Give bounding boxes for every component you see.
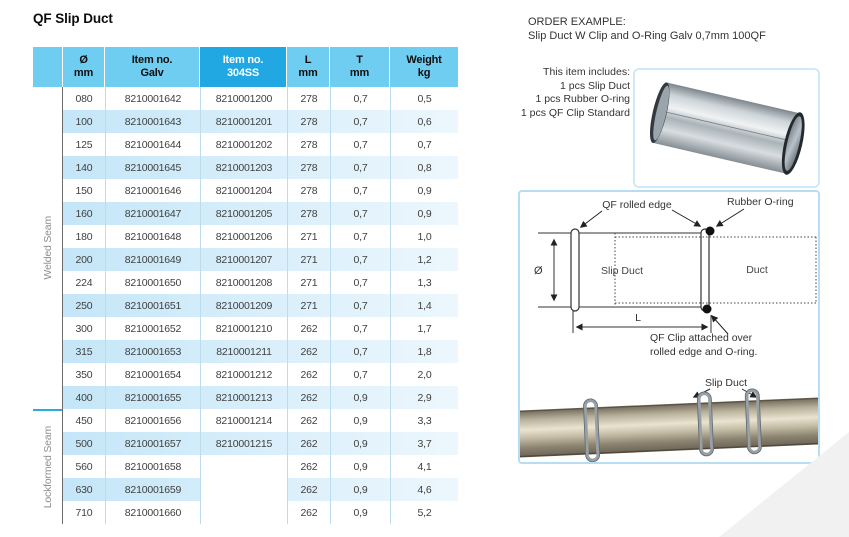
table-cell: 224	[75, 276, 93, 289]
diameter-label: Ø	[534, 265, 543, 277]
table-cell: 278	[287, 156, 330, 179]
table-cell: 271	[287, 294, 330, 317]
table-cell: 350	[75, 368, 93, 381]
table-cell: 271	[287, 271, 330, 294]
table-cell: 0,9	[390, 202, 458, 225]
duct-outline	[615, 237, 816, 303]
table-cell: 0,7	[330, 156, 390, 179]
table-cell: 710	[75, 506, 93, 519]
table-cell: 0,7	[330, 317, 390, 340]
table-cell: 8210001208	[200, 271, 287, 294]
seam-section-label: Welded Seam	[41, 216, 54, 280]
table-cell: 0,7	[330, 87, 390, 110]
table-cell: 262	[287, 409, 330, 432]
table-cell: 8210001203	[200, 156, 287, 179]
table-cell: 8210001654	[105, 363, 200, 386]
table-cell: 8210001659	[105, 478, 200, 501]
table-cell: 262	[287, 340, 330, 363]
table-cell: 278	[287, 133, 330, 156]
table-cell: 500	[75, 437, 93, 450]
column-header: Ø mm	[63, 47, 105, 87]
table-cell: 262	[287, 455, 330, 478]
table-row	[63, 409, 458, 432]
table-cell: 125	[75, 138, 93, 151]
table-cell	[200, 501, 287, 524]
order-example	[528, 15, 766, 43]
table-cell: 180	[75, 230, 93, 243]
seam-section	[33, 409, 62, 524]
qf-clip-note-line2: rolled edge and O-ring.	[650, 346, 758, 358]
table-cell: 0,7	[330, 202, 390, 225]
table-cell: 140	[75, 161, 93, 174]
table-cell: 0,9	[330, 409, 390, 432]
table-header-row	[33, 47, 458, 87]
table-header-seam-spacer	[33, 47, 63, 87]
metal-cylinder	[646, 80, 809, 177]
table-cell	[200, 455, 287, 478]
table-cell: 8210001206	[200, 225, 287, 248]
rolled-edge-left	[571, 229, 579, 311]
table-row	[63, 156, 458, 179]
table-row	[63, 271, 458, 294]
table-cell: 0,7	[330, 225, 390, 248]
table-cell: 5,2	[390, 501, 458, 524]
table-cell: 0,7	[330, 110, 390, 133]
table-cell: 0,7	[330, 271, 390, 294]
table-cell: 0,7	[330, 340, 390, 363]
table-cell: 8210001642	[105, 87, 200, 110]
table-row	[63, 110, 458, 133]
table-cell: 262	[287, 478, 330, 501]
table-row	[63, 87, 458, 110]
table-cell: 1,0	[390, 225, 458, 248]
table-body	[33, 87, 458, 524]
table-cell: 8210001212	[200, 363, 287, 386]
order-example-text: Slip Duct W Clip and O-Ring Galv 0,7mm 100QF	[528, 30, 766, 42]
seam-section-label: Lockformed Seam	[41, 426, 54, 509]
table-cell: 450	[75, 414, 93, 427]
table-cell: 8210001207	[200, 248, 287, 271]
table-cell: 271	[287, 248, 330, 271]
table-cell: 8210001657	[105, 432, 200, 455]
diameter-dimension	[538, 233, 572, 307]
table-cell: 8210001213	[200, 386, 287, 409]
table-row	[63, 455, 458, 478]
table-cell: 8210001646	[105, 179, 200, 202]
table-cell: 0,7	[390, 133, 458, 156]
table-cell: 080	[75, 92, 93, 105]
table-cell: 0,9	[330, 478, 390, 501]
table-cell: 262	[287, 501, 330, 524]
table-cell: 8210001210	[200, 317, 287, 340]
table-cell: 0,5	[390, 87, 458, 110]
includes-heading: This item includes:	[543, 66, 630, 78]
slip-duct-photo-image	[635, 70, 818, 186]
table-cell: 300	[75, 322, 93, 335]
table-cell: 3,3	[390, 409, 458, 432]
table-cell: 630	[75, 483, 93, 496]
table-cell: 8210001650	[105, 271, 200, 294]
rubber-o-ring-label: Rubber O-ring	[727, 196, 794, 208]
table-cell: 262	[287, 432, 330, 455]
table-row	[63, 133, 458, 156]
table-cell: 262	[287, 386, 330, 409]
length-dimension	[573, 311, 711, 333]
table-cell: 1,4	[390, 294, 458, 317]
table-cell: 2,9	[390, 386, 458, 409]
table-cell: 8210001648	[105, 225, 200, 248]
table-cell: 1,3	[390, 271, 458, 294]
table-cell: 0,6	[390, 110, 458, 133]
table-row	[63, 386, 458, 409]
table-cell: 8210001655	[105, 386, 200, 409]
table-cell: 8210001215	[200, 432, 287, 455]
table-cell: 0,9	[330, 501, 390, 524]
table-cell: 0,9	[330, 432, 390, 455]
diagram-drawing	[520, 192, 818, 462]
table-row	[63, 179, 458, 202]
table-cell: 4,1	[390, 455, 458, 478]
table-cell	[200, 478, 287, 501]
column-header: Item no. 304SS	[200, 47, 287, 87]
table-cell: 8210001644	[105, 133, 200, 156]
table-cell: 2,0	[390, 363, 458, 386]
table-cell: 100	[75, 115, 93, 128]
product-table	[33, 47, 458, 524]
table-cell: 278	[287, 87, 330, 110]
duct-label: Duct	[746, 264, 768, 276]
table-row	[63, 317, 458, 340]
table-cell: 271	[287, 225, 330, 248]
product-photo	[633, 68, 820, 188]
includes-item: 1 pcs Rubber O-ring	[535, 93, 630, 105]
table-cell: 4,6	[390, 478, 458, 501]
table-row	[63, 432, 458, 455]
table-cell: 8210001653	[105, 340, 200, 363]
column-header: T mm	[330, 47, 390, 87]
table-cell: 8210001211	[200, 340, 287, 363]
table-cell: 0,9	[390, 179, 458, 202]
table-row	[63, 248, 458, 271]
table-cell: 278	[287, 202, 330, 225]
table-cell: 0,7	[330, 179, 390, 202]
table-cell: 150	[75, 184, 93, 197]
table-cell: 262	[287, 363, 330, 386]
table-cell: 278	[287, 110, 330, 133]
table-cell: 0,7	[330, 363, 390, 386]
table-cell: 0,8	[390, 156, 458, 179]
table-cell: 0,7	[330, 248, 390, 271]
qf-rolled-edge-label: QF rolled edge	[602, 199, 672, 211]
table-cell: 0,9	[330, 386, 390, 409]
table-cell: 8210001658	[105, 455, 200, 478]
table-cell: 278	[287, 179, 330, 202]
table-row	[63, 363, 458, 386]
slip-duct-label: Slip Duct	[600, 265, 644, 277]
seam-column	[33, 87, 62, 524]
seam-section	[33, 87, 62, 409]
table-cell: 8210001647	[105, 202, 200, 225]
table-cell: 3,7	[390, 432, 458, 455]
o-ring-dot-top	[706, 227, 715, 236]
o-ring-dot-bottom	[703, 305, 712, 314]
table-cell: 8210001649	[105, 248, 200, 271]
column-header: Item no. Galv	[105, 47, 200, 87]
table-cell: 8210001651	[105, 294, 200, 317]
table-cell: 315	[75, 345, 93, 358]
qf-clip-note-line1: QF Clip attached over	[650, 332, 753, 344]
table-cell: 8210001209	[200, 294, 287, 317]
table-cell: 8210001202	[200, 133, 287, 156]
table-cell: 8210001643	[105, 110, 200, 133]
column-header: L mm	[287, 47, 330, 87]
table-cell: 8210001204	[200, 179, 287, 202]
table-cell: 262	[287, 317, 330, 340]
table-cell: 1,2	[390, 248, 458, 271]
item-includes	[498, 66, 630, 120]
column-header: Weight kg	[390, 47, 458, 87]
table-cell: 160	[75, 207, 93, 220]
table-cell: 8210001200	[200, 87, 287, 110]
table-cell: 8210001214	[200, 409, 287, 432]
table-cell: 8210001201	[200, 110, 287, 133]
table-row	[63, 478, 458, 501]
rolled-edge-right	[701, 229, 709, 311]
includes-item: 1 pcs Slip Duct	[559, 79, 630, 92]
page-title: QF Slip Duct	[33, 11, 113, 26]
table-cell: 1,8	[390, 340, 458, 363]
table-row	[63, 294, 458, 317]
table-cell: 250	[75, 299, 93, 312]
table-cell: 0,9	[330, 455, 390, 478]
table-row	[63, 501, 458, 524]
table-cell: 8210001205	[200, 202, 287, 225]
table-row	[63, 202, 458, 225]
table-row	[63, 340, 458, 363]
table-body-rows	[62, 87, 458, 524]
table-cell: 8210001656	[105, 409, 200, 432]
length-label: L	[635, 312, 641, 324]
photo-slip-duct-label: Slip Duct	[704, 377, 748, 389]
table-cell: 0,7	[330, 294, 390, 317]
technical-diagram	[518, 190, 820, 464]
table-cell: 1,7	[390, 317, 458, 340]
table-cell: 560	[75, 460, 93, 473]
table-cell: 200	[75, 253, 93, 266]
table-cell: 400	[75, 391, 93, 404]
installed-pipe-photo	[520, 386, 818, 462]
table-cell: 8210001645	[105, 156, 200, 179]
table-row	[63, 225, 458, 248]
table-cell: 8210001652	[105, 317, 200, 340]
table-cell: 8210001660	[105, 501, 200, 524]
includes-item: 1 pcs QF Clip Standard	[520, 106, 630, 119]
table-cell: 0,7	[330, 133, 390, 156]
order-example-heading: ORDER EXAMPLE:	[528, 16, 626, 28]
